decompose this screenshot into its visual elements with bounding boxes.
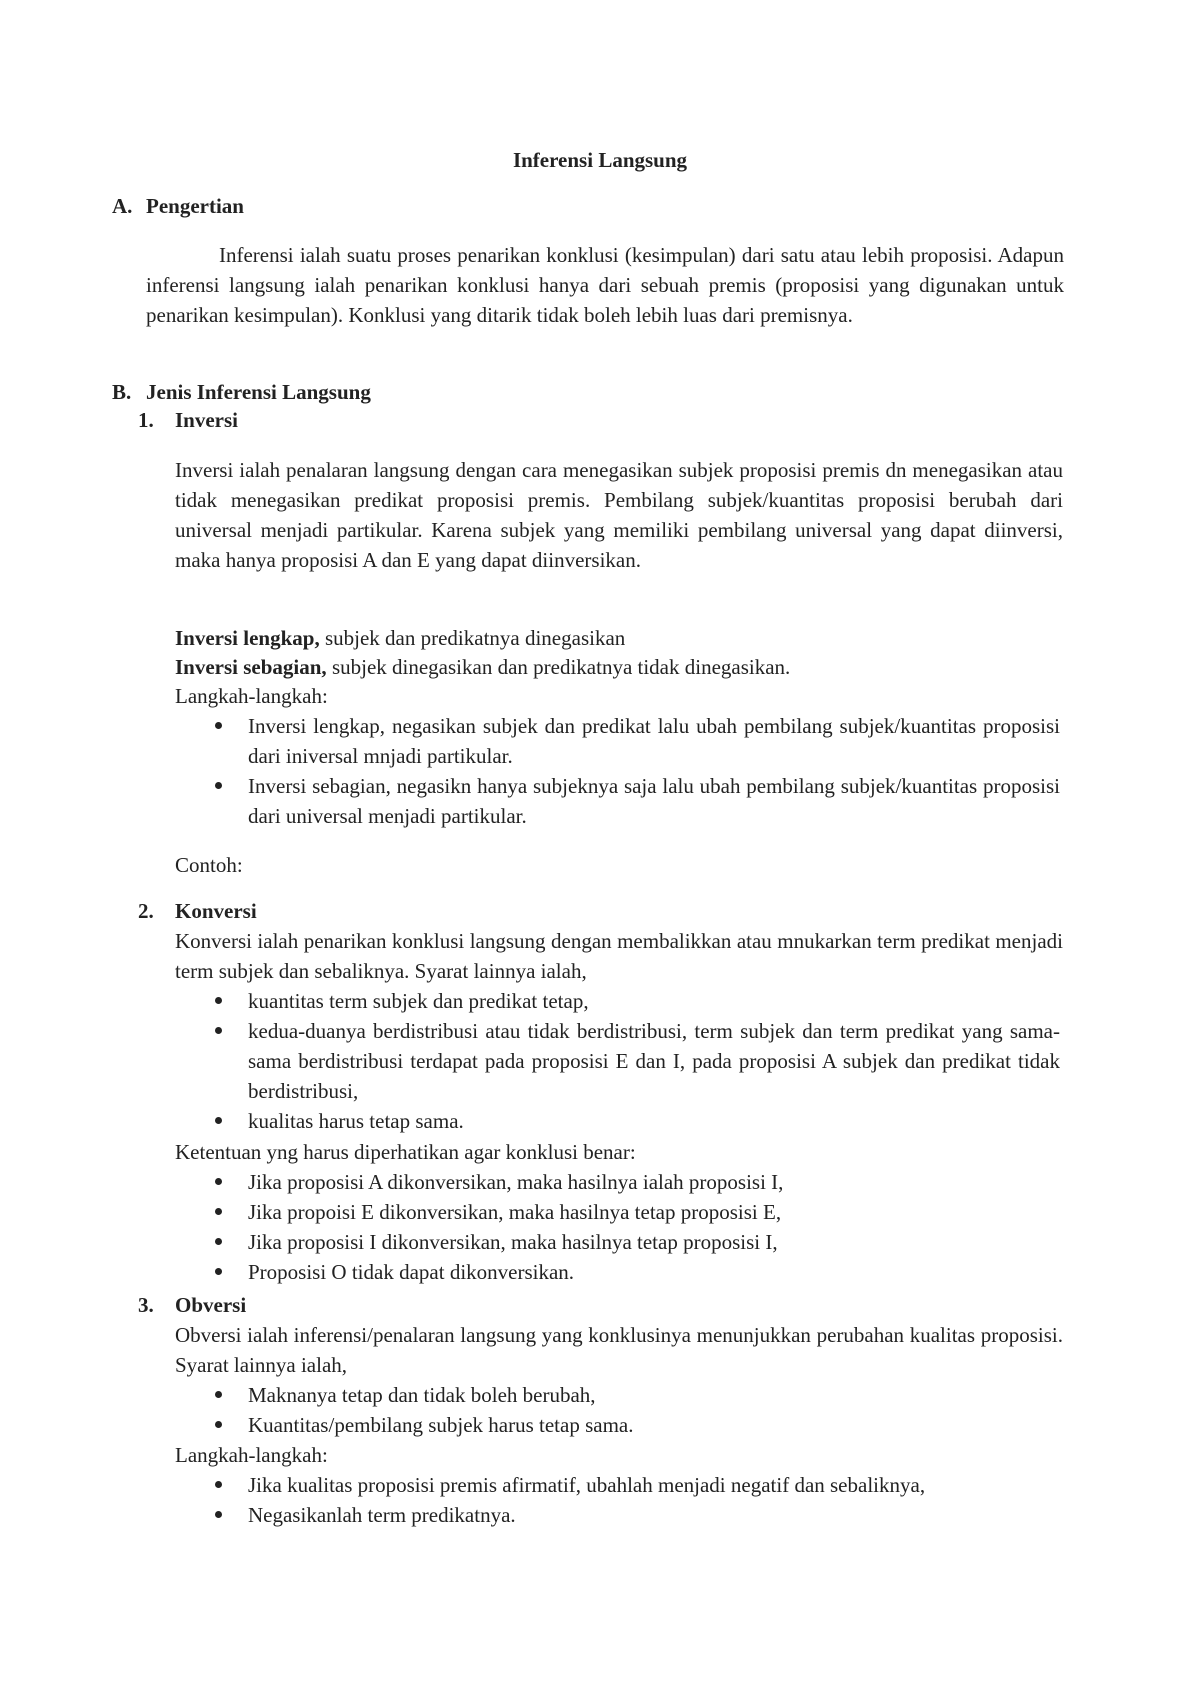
- inversi-sebagian-term: Inversi sebagian,: [175, 655, 327, 679]
- inversi-sebagian-text: subjek dinegasikan dan predikatnya tidak dinegasikan.: [326, 655, 791, 679]
- inversi-steps-label: Langkah-langkah:: [175, 684, 328, 708]
- obversi-steps-label: Langkah-langkah:: [175, 1443, 328, 1467]
- inversi-title: Inversi: [175, 408, 238, 432]
- section-b-heading: [112, 377, 371, 407]
- section-a-title: Pengertian: [146, 194, 244, 218]
- list-item: Jika propoisi E dikonversikan, maka hasilnya tetap proposisi E,: [175, 1197, 1060, 1227]
- obversi-title: Obversi: [175, 1293, 247, 1317]
- inversi-lengkap-definition: [175, 623, 625, 653]
- inversi-heading: [138, 405, 238, 435]
- list-item: kuantitas term subjek dan predikat tetap,: [175, 986, 1060, 1016]
- list-item: Maknanya tetap dan tidak boleh berubah,: [175, 1380, 1060, 1410]
- inversi-number: 1.: [138, 408, 154, 432]
- inversi-lengkap-term: Inversi lengkap,: [175, 626, 320, 650]
- konversi-number: 2.: [138, 899, 154, 923]
- section-a-paragraph: Inferensi ialah suatu proses penarikan konklusi (kesimpulan) dari satu atau lebih proposisi. Adapun inferensi langsung ialah penarikan konklusi hanya dari sebuah premis (proposisi yang digunakan untuk penarikan kesimpulan). Konklusi yang ditarik tidak boleh lebih luas dari premisnya.: [146, 243, 1064, 327]
- list-item: Kuantitas/pembilang subjek harus tetap sama.: [175, 1410, 1060, 1440]
- list-item: Negasikanlah term predikatnya.: [175, 1500, 1060, 1530]
- inversi-sebagian-definition: [175, 652, 790, 682]
- section-a-heading: [112, 191, 244, 221]
- inversi-paragraph: Inversi ialah penalaran langsung dengan cara menegasikan subjek proposisi premis dn menegasikan atau tidak menegasikan predikat proposisi premis. Pembilang subjek/kuantitas proposisi berubah dari universal menjadi partikular. Karena subjek yang memiliki pembilang universal yang dapat diinversi, maka hanya proposisi A dan E yang dapat diinversikan.: [175, 458, 1063, 572]
- obversi-steps-list: [175, 1470, 1065, 1530]
- list-item: Jika proposisi A dikonversikan, maka hasilnya ialah proposisi I,: [175, 1167, 1060, 1197]
- konversi-rules-label: Ketentuan yng harus diperhatikan agar konklusi benar:: [175, 1140, 636, 1164]
- section-a-label: A.: [112, 194, 133, 218]
- konversi-paragraph: Konversi ialah penarikan konklusi langsung dengan membalikkan atau mnukarkan term predikat menjadi term subjek dan sebaliknya. Syarat lainnya ialah,: [175, 929, 1063, 983]
- section-b-title: Jenis Inferensi Langsung: [146, 380, 371, 404]
- inversi-steps-list: [175, 711, 1065, 831]
- obversi-heading: [138, 1290, 246, 1320]
- list-item: Inversi sebagian, negasikn hanya subjeknya saja lalu ubah pembilang subjek/kuantitas proposisi dari universal menjadi partikular.: [175, 771, 1060, 831]
- list-item: kedua-duanya berdistribusi atau tidak berdistribusi, term subjek dan term predikat yang sama-sama berdistribusi terdapat pada proposisi E dan I, pada proposisi A subjek dan predikat tidak berdistribusi,: [175, 1016, 1060, 1106]
- obversi-paragraph: Obversi ialah inferensi/penalaran langsung yang konklusinya menunjukkan perubahan kualitas proposisi. Syarat lainnya ialah,: [175, 1323, 1063, 1377]
- inversi-example-label: Contoh:: [175, 853, 243, 877]
- obversi-requirements-list: [175, 1380, 1065, 1440]
- list-item: kualitas harus tetap sama.: [175, 1106, 1060, 1136]
- obversi-number: 3.: [138, 1293, 154, 1317]
- konversi-rules-list: [175, 1167, 1065, 1287]
- list-item: Jika proposisi I dikonversikan, maka hasilnya tetap proposisi I,: [175, 1227, 1060, 1257]
- section-b-label: B.: [112, 380, 132, 404]
- list-item: Inversi lengkap, negasikan subjek dan predikat lalu ubah pembilang subjek/kuantitas proposisi dari iniversal mnjadi partikular.: [175, 711, 1060, 771]
- list-item: Jika kualitas proposisi premis afirmatif, ubahlah menjadi negatif dan sebaliknya,: [175, 1470, 1060, 1500]
- inversi-lengkap-text: subjek dan predikatnya dinegasikan: [319, 626, 626, 650]
- konversi-requirements-list: [175, 986, 1065, 1136]
- list-item: Proposisi O tidak dapat dikonversikan.: [175, 1257, 1060, 1287]
- konversi-heading: [138, 896, 257, 926]
- konversi-title: Konversi: [175, 899, 257, 923]
- document-title: Inferensi Langsung: [512, 148, 688, 172]
